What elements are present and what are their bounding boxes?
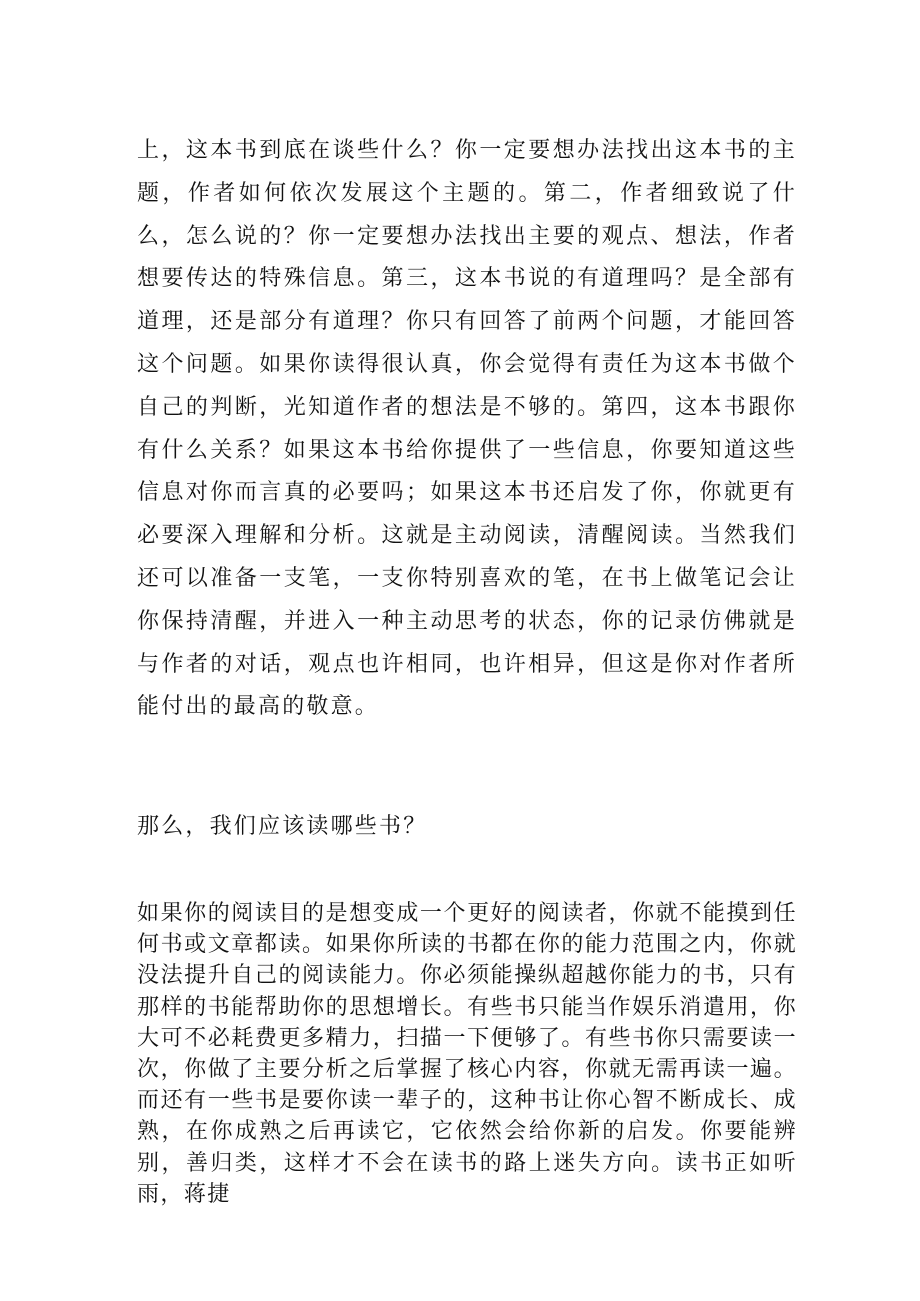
body-paragraph-2: 如果你的阅读目的是想变成一个更好的阅读者，你就不能摸到任何书或文章都读。如果你所读的书都在你的能力范围之内，你就没法提升自己的阅读能力。你必须能操纵超越你能力的书，只有那样的书能帮助你的思想增长。有些书只能当作娱乐消遣用，你大可不必耗费更多精力，扫描一下便够了。有些书你只需要读一次，你做了主要分析之后掌握了核心内容，你就无需再读一遍。而还有一些书是要你读一辈子的，这种书让你心智不断成长、成熟，在你成熟之后再读它，它依然会给你新的启发。你要能辨别，善归类，这样才不会在读书的路上迷失方向。读书正如听雨，蒋捷	[137, 901, 797, 1207]
section-question: 那么，我们应该读哪些书？	[137, 814, 428, 839]
body-paragraph-1: 上，这本书到底在谈些什么？你一定要想办法找出这本书的主题，作者如何依次发展这个主题的。第二，作者细致说了什么，怎么说的？你一定要想办法找出主要的观点、想法，作者想要传达的特殊信息。第三，这本书说的有道理吗？是全部有道理，还是部分有道理？你只有回答了前两个问题，才能回答这个问题。如果你读得很认真，你会觉得有责任为这本书做个自己的判断，光知道作者的想法是不够的。第四，这本书跟你有什么关系？如果这本书给你提供了一些信息，你要知道这些信息对你而言真的必要吗；如果这本书还启发了你，你就更有必要深入理解和分析。这就是主动阅读，清醒阅读。当然我们还可以准备一支笔，一支你特别喜欢的笔，在书上做笔记会让你保持清醒，并进入一种主动思考的状态，你的记录仿佛就是与作者的对话，观点也许相同，也许相异，但这是你对作者所能付出的最高的敬意。	[137, 138, 797, 720]
